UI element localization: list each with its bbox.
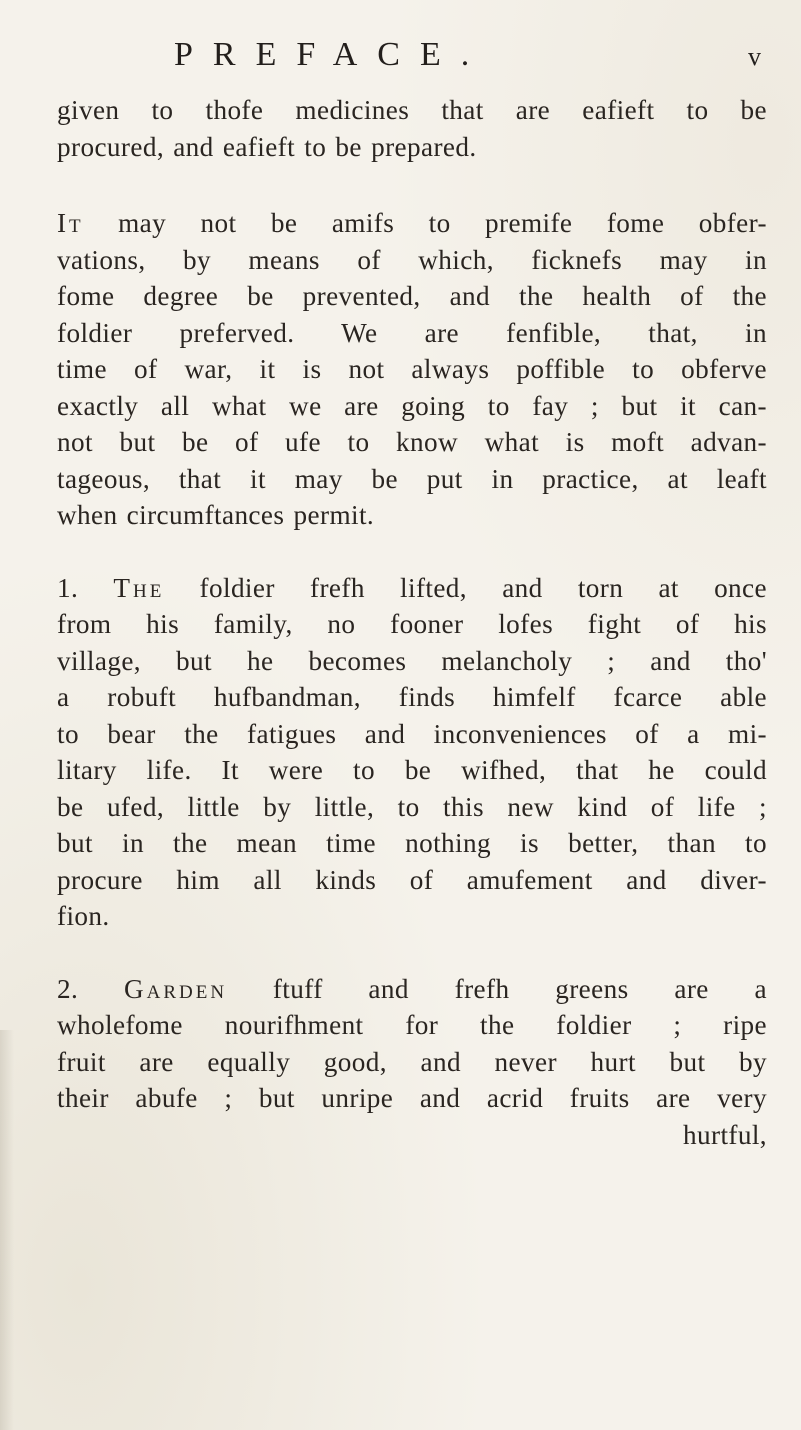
text-run: may not be amifs to premife fome obfer- xyxy=(83,208,767,238)
running-head xyxy=(0,36,801,86)
text-line: their abufe ; but unripe and acrid fruits are very xyxy=(57,1083,767,1113)
text-line: tageous, that it may be put in practice, at leaft xyxy=(57,463,767,494)
text-line: fion. xyxy=(57,901,110,931)
lead-word: It xyxy=(57,208,84,238)
text-line: but in the mean time nothing is better, than to xyxy=(57,828,767,858)
text-line: procure him all kinds of amufement and diver- xyxy=(57,864,767,895)
text-line: fruit are equally good, and never hurt but by xyxy=(57,1046,767,1077)
text-line xyxy=(57,205,767,242)
paragraph-observations xyxy=(57,205,767,534)
text-line: from his family, no fooner lofes fight of his xyxy=(57,609,767,639)
text-line: to bear the fatigues and inconveniences of a mi- xyxy=(57,718,767,749)
paragraph-continuation xyxy=(57,92,767,165)
body-text xyxy=(57,92,767,1189)
text-line: village, but he becomes melancholy ; and tho' xyxy=(57,645,767,676)
text-line: not but be of ufe to know what is moft advan- xyxy=(57,427,767,457)
text-line: when circumftances permit. xyxy=(57,500,375,530)
binding-shadow xyxy=(0,1030,14,1430)
text-line: be ufed, little by little, to this new kind of life ; xyxy=(57,791,767,822)
text-line: fome degree be prevented, and the health of the xyxy=(57,281,767,311)
text-line xyxy=(57,570,767,607)
item-number: 1. xyxy=(57,572,79,603)
text-line: wholefome nourifhment for the foldier ; ripe xyxy=(57,1010,767,1040)
text-line: exactly all what we are going to fay ; but it can- xyxy=(57,390,767,421)
lead-word: The xyxy=(113,572,165,603)
paragraph-item-1 xyxy=(57,570,767,935)
text-line: foldier preferved. We are fenfible, that, in xyxy=(57,317,767,348)
item-number: 2. xyxy=(57,973,79,1004)
text-line: given to thofe medicines that are eafieft to be xyxy=(57,95,767,125)
text-run: foldier frefh lifted, and torn at once xyxy=(164,572,767,603)
text-line: time of war, it is not always poffible to obferve xyxy=(57,354,767,384)
text-line: procured, and eafieft to be prepared. xyxy=(57,131,477,162)
running-title: PREFACE. xyxy=(174,36,490,73)
text-line: vations, by means of which, ficknefs may in xyxy=(57,244,767,275)
lead-word: Garden xyxy=(123,973,228,1004)
text-line: litary life. It were to be wifhed, that he could xyxy=(57,755,767,785)
text-run: ftuff and frefh greens are a xyxy=(227,973,767,1004)
catchword: hurtful, xyxy=(683,1119,767,1150)
page-number: v xyxy=(748,42,761,71)
paragraph-item-2 xyxy=(57,971,767,1154)
text-line xyxy=(57,971,767,1008)
text-line: a robuft hufbandman, finds himfelf fcarce able xyxy=(57,682,767,712)
